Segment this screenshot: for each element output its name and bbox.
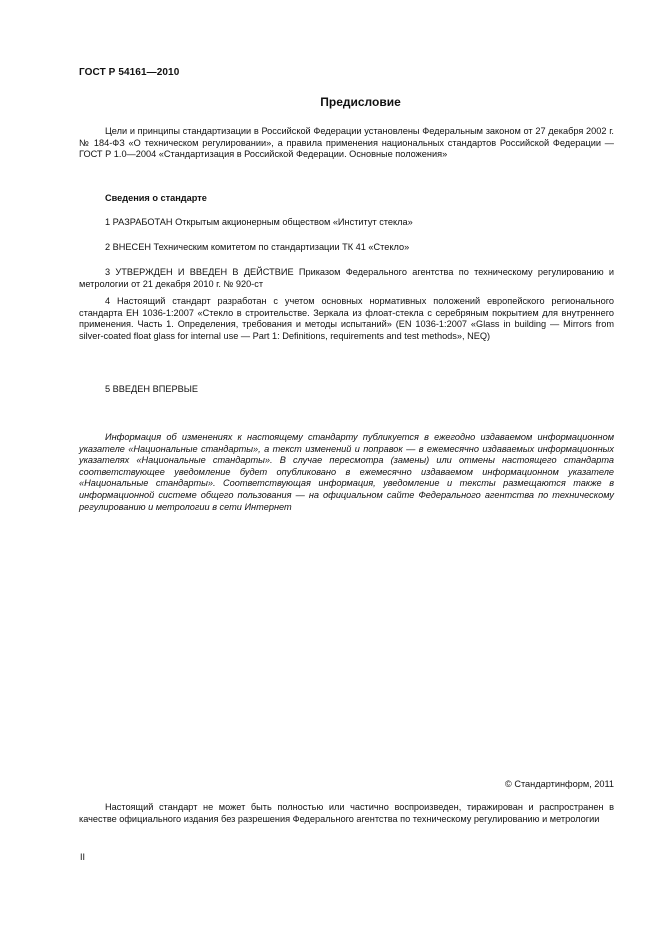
info-heading: Сведения о стандарте	[105, 193, 207, 203]
preface-title: Предисловие	[320, 95, 401, 109]
info-item-1: 1 РАЗРАБОТАН Открытым акционерным обществом «Институт стекла»	[105, 217, 413, 227]
info-item-2: 2 ВНЕСЕН Техническим комитетом по стандартизации ТК 41 «Стекло»	[105, 242, 410, 252]
info-item-3: 3 УТВЕРЖДЕН И ВВЕДЕН В ДЕЙСТВИЕ Приказом Федерального агентства по техническому регулированию и метрологии от 21 декабря 2010 г. № 920-ст	[79, 267, 614, 289]
preface-intro: Цели и принципы стандартизации в Российской Федерации установлены Федеральным законом от 27 декабря 2002 г. № 184-ФЗ «О техническом регулировании», а правила применения национальных стандартов Российской Федерации — ГОСТ Р 1.0—2004 «Стандартизация в Российской Федерации. Основные положения»	[79, 126, 614, 160]
info-item-5: 5 ВВЕДЕН ВПЕРВЫЕ	[105, 384, 198, 394]
document-code: ГОСТ Р 54161—2010	[79, 67, 180, 78]
copyright: © Стандартинформ, 2011	[505, 779, 614, 789]
reproduction-notice: Настоящий стандарт не может быть полностью или частично воспроизведен, тиражирован и распространен в качестве официального издания без разрешения Федерального агентства по техническому регулированию и метрологии	[79, 802, 614, 824]
page-title	[0, 95, 661, 109]
page-number: II	[80, 852, 86, 862]
changes-notice: Информация об изменениях к настоящему стандарту публикуется в ежегодно издаваемом информационном указателе «Национальные стандарты», а текст изменений и поправок — в ежемесячно издаваемых информационных указателях «Национальные стандарты». В случае пересмотра (замены) или отмены настоящего стандарта соответствующее уведомление будет опубликовано в ежемесячно издаваемом информационном указателе «Национальные стандарты». Соответствующая информация, уведомление и тексты размещаются также в информационной системе общего пользования — на официальном сайте Федерального агентства по техническому регулированию и метрологии в сети Интернет	[79, 432, 614, 512]
info-item-4: 4 Настоящий стандарт разработан с учетом основных нормативных положений европейского регионального стандарта ЕН 1036-1:2007 «Стекло в строительстве. Зеркала из флоат-стекла с серебряным покрытием для внутреннего применения. Часть 1. Определения, требования и методы испытаний» (EN 1036-1:2007 «Glass in building — Mirrors from silver-coated float glass for internal use — Part 1: Definitions, requirements and test methods», NEQ)	[79, 296, 614, 341]
